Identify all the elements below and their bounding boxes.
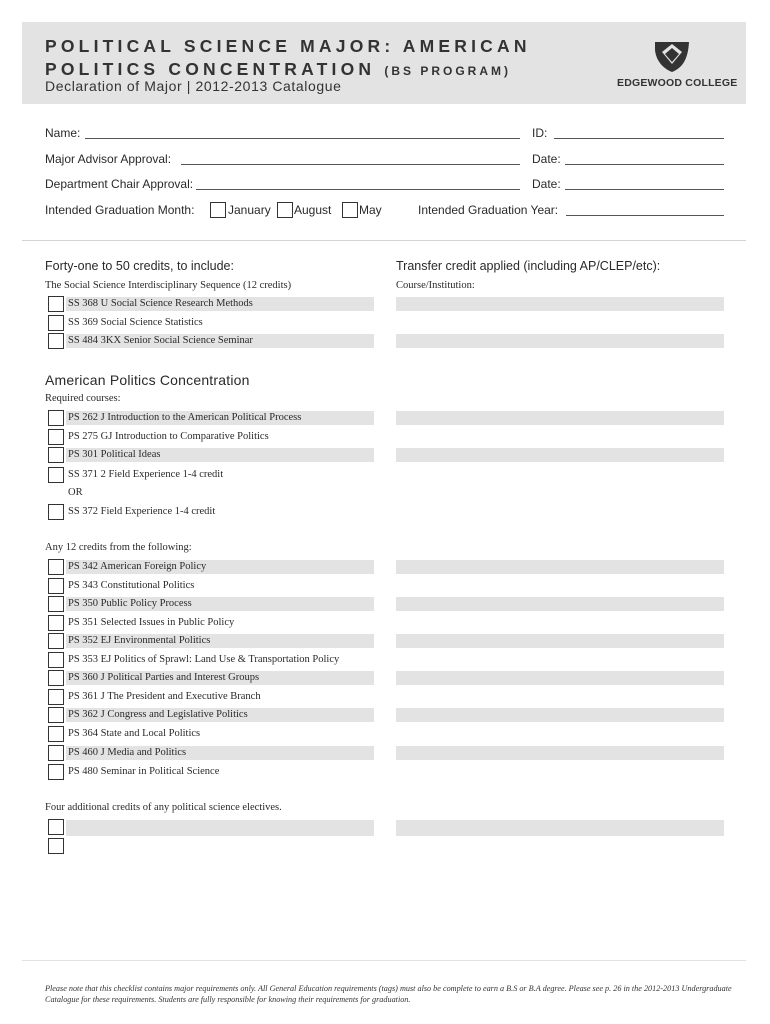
additional-checkbox[interactable] <box>48 819 64 835</box>
date-label-2: Date: <box>532 177 561 191</box>
id-label: ID: <box>532 126 548 140</box>
list-item: PS 342 American Foreign Policy <box>68 561 207 572</box>
title-line-1: POLITICAL SCIENCE MAJOR: AMERICAN <box>45 36 531 56</box>
january-label: January <box>228 203 271 217</box>
section-divider <box>22 240 746 241</box>
transfer-field[interactable] <box>396 560 724 574</box>
course-checkbox[interactable] <box>48 333 64 349</box>
course-checkbox[interactable] <box>48 745 64 761</box>
august-checkbox[interactable] <box>277 202 293 218</box>
shield-logo-icon <box>653 40 691 74</box>
may-checkbox[interactable] <box>342 202 358 218</box>
program-label: (BS PROGRAM) <box>384 64 511 78</box>
additional-checkbox[interactable] <box>48 838 64 854</box>
list-item: PS 480 Seminar in Political Science <box>68 766 220 777</box>
transfer-field[interactable] <box>396 334 724 348</box>
college-logo-text: EDGEWOOD COLLEGE <box>617 77 738 89</box>
course-checkbox[interactable] <box>48 559 64 575</box>
concentration-heading: American Politics Concentration <box>45 372 250 388</box>
list-item: PS 275 GJ Introduction to Comparative Politics <box>68 431 269 442</box>
footnote: Please note that this checklist contains major requirements only. All General Education requirements (tags) must also be complete to earn a B.S or B.A degree. Please see p. 26 in the 2012-2013 Undergraduate Catalogue for these requirements. Students are fully responsible for knowing their requirements for graduation. <box>45 984 732 1004</box>
course-checkbox[interactable] <box>48 726 64 742</box>
list-item: PS 360 J Political Parties and Interest Groups <box>68 672 260 683</box>
may-label: May <box>359 203 382 217</box>
january-checkbox[interactable] <box>210 202 226 218</box>
transfer-field[interactable] <box>396 820 724 836</box>
course-checkbox[interactable] <box>48 670 64 686</box>
advisor-date-field[interactable] <box>565 164 724 165</box>
list-item: PS 343 Constitutional Politics <box>68 580 195 591</box>
transfer-sub-label: Course/Institution: <box>396 280 475 291</box>
list-item: PS 361 J The President and Executive Branch <box>68 691 261 702</box>
transfer-field[interactable] <box>396 411 724 425</box>
list-item: SS 371 2 Field Experience 1-4 credit <box>68 469 224 480</box>
course-checkbox[interactable] <box>48 315 64 331</box>
footer-divider <box>22 960 746 961</box>
list-item: PS 362 J Congress and Legislative Politics <box>68 709 248 720</box>
course-checkbox[interactable] <box>48 764 64 780</box>
list-item: PS 352 EJ Environmental Politics <box>68 635 211 646</box>
chair-date-field[interactable] <box>565 189 724 190</box>
list-item: PS 301 Political Ideas <box>68 449 161 460</box>
additional-field[interactable] <box>66 820 374 836</box>
name-field[interactable] <box>85 138 520 139</box>
course-checkbox[interactable] <box>48 447 64 463</box>
course-checkbox[interactable] <box>48 633 64 649</box>
name-label: Name: <box>45 126 81 140</box>
list-item: SS 368 U Social Science Research Methods <box>68 298 253 309</box>
grad-year-label: Intended Graduation Year: <box>418 203 559 217</box>
list-item: PS 262 J Introduction to the American Political Process <box>68 412 302 423</box>
course-checkbox[interactable] <box>48 429 64 445</box>
transfer-field[interactable] <box>396 448 724 462</box>
chair-label: Department Chair Approval: <box>45 177 194 191</box>
page-title <box>45 35 531 83</box>
grad-month-label: Intended Graduation Month: <box>45 203 195 217</box>
list-item: PS 364 State and Local Politics <box>68 728 201 739</box>
list-item: SS 372 Field Experience 1-4 credit <box>68 506 216 517</box>
sequence-label: The Social Science Interdisciplinary Sequence (12 credits) <box>45 280 292 291</box>
august-label: August <box>294 203 332 217</box>
id-field[interactable] <box>554 138 724 139</box>
course-checkbox[interactable] <box>48 689 64 705</box>
grad-year-field[interactable] <box>566 215 724 216</box>
transfer-heading: Transfer credit applied (including AP/CLEP/etc): <box>396 259 661 273</box>
course-checkbox[interactable] <box>48 652 64 668</box>
list-item: SS 369 Social Science Statistics <box>68 317 203 328</box>
list-item: PS 350 Public Policy Process <box>68 598 192 609</box>
course-checkbox[interactable] <box>48 504 64 520</box>
additional-label: Four additional credits of any political science electives. <box>45 802 282 813</box>
date-label-1: Date: <box>532 152 561 166</box>
course-checkbox[interactable] <box>48 410 64 426</box>
transfer-field[interactable] <box>396 597 724 611</box>
course-checkbox[interactable] <box>48 296 64 312</box>
course-checkbox[interactable] <box>48 707 64 723</box>
list-item: PS 353 EJ Politics of Sprawl: Land Use & Transportation Policy <box>68 654 340 665</box>
chair-field[interactable] <box>196 189 520 190</box>
or-label: OR <box>68 487 83 498</box>
list-item: PS 351 Selected Issues in Public Policy <box>68 617 235 628</box>
list-item: PS 460 J Media and Politics <box>68 747 187 758</box>
transfer-field[interactable] <box>396 671 724 685</box>
credits-heading: Forty-one to 50 credits, to include: <box>45 259 234 273</box>
title-line-2: POLITICS CONCENTRATION (BS PROGRAM) <box>45 59 511 79</box>
transfer-field[interactable] <box>396 297 724 311</box>
list-item: SS 484 3KX Senior Social Science Seminar <box>68 335 253 346</box>
required-label: Required courses: <box>45 393 121 404</box>
advisor-field[interactable] <box>181 164 520 165</box>
course-checkbox[interactable] <box>48 596 64 612</box>
page-subtitle: Declaration of Major | 2012-2013 Catalogue <box>45 78 342 94</box>
course-checkbox[interactable] <box>48 467 64 483</box>
transfer-field[interactable] <box>396 746 724 760</box>
course-checkbox[interactable] <box>48 578 64 594</box>
elective-label: Any 12 credits from the following: <box>45 542 192 553</box>
transfer-field[interactable] <box>396 708 724 722</box>
advisor-label: Major Advisor Approval: <box>45 152 172 166</box>
course-checkbox[interactable] <box>48 615 64 631</box>
transfer-field[interactable] <box>396 634 724 648</box>
